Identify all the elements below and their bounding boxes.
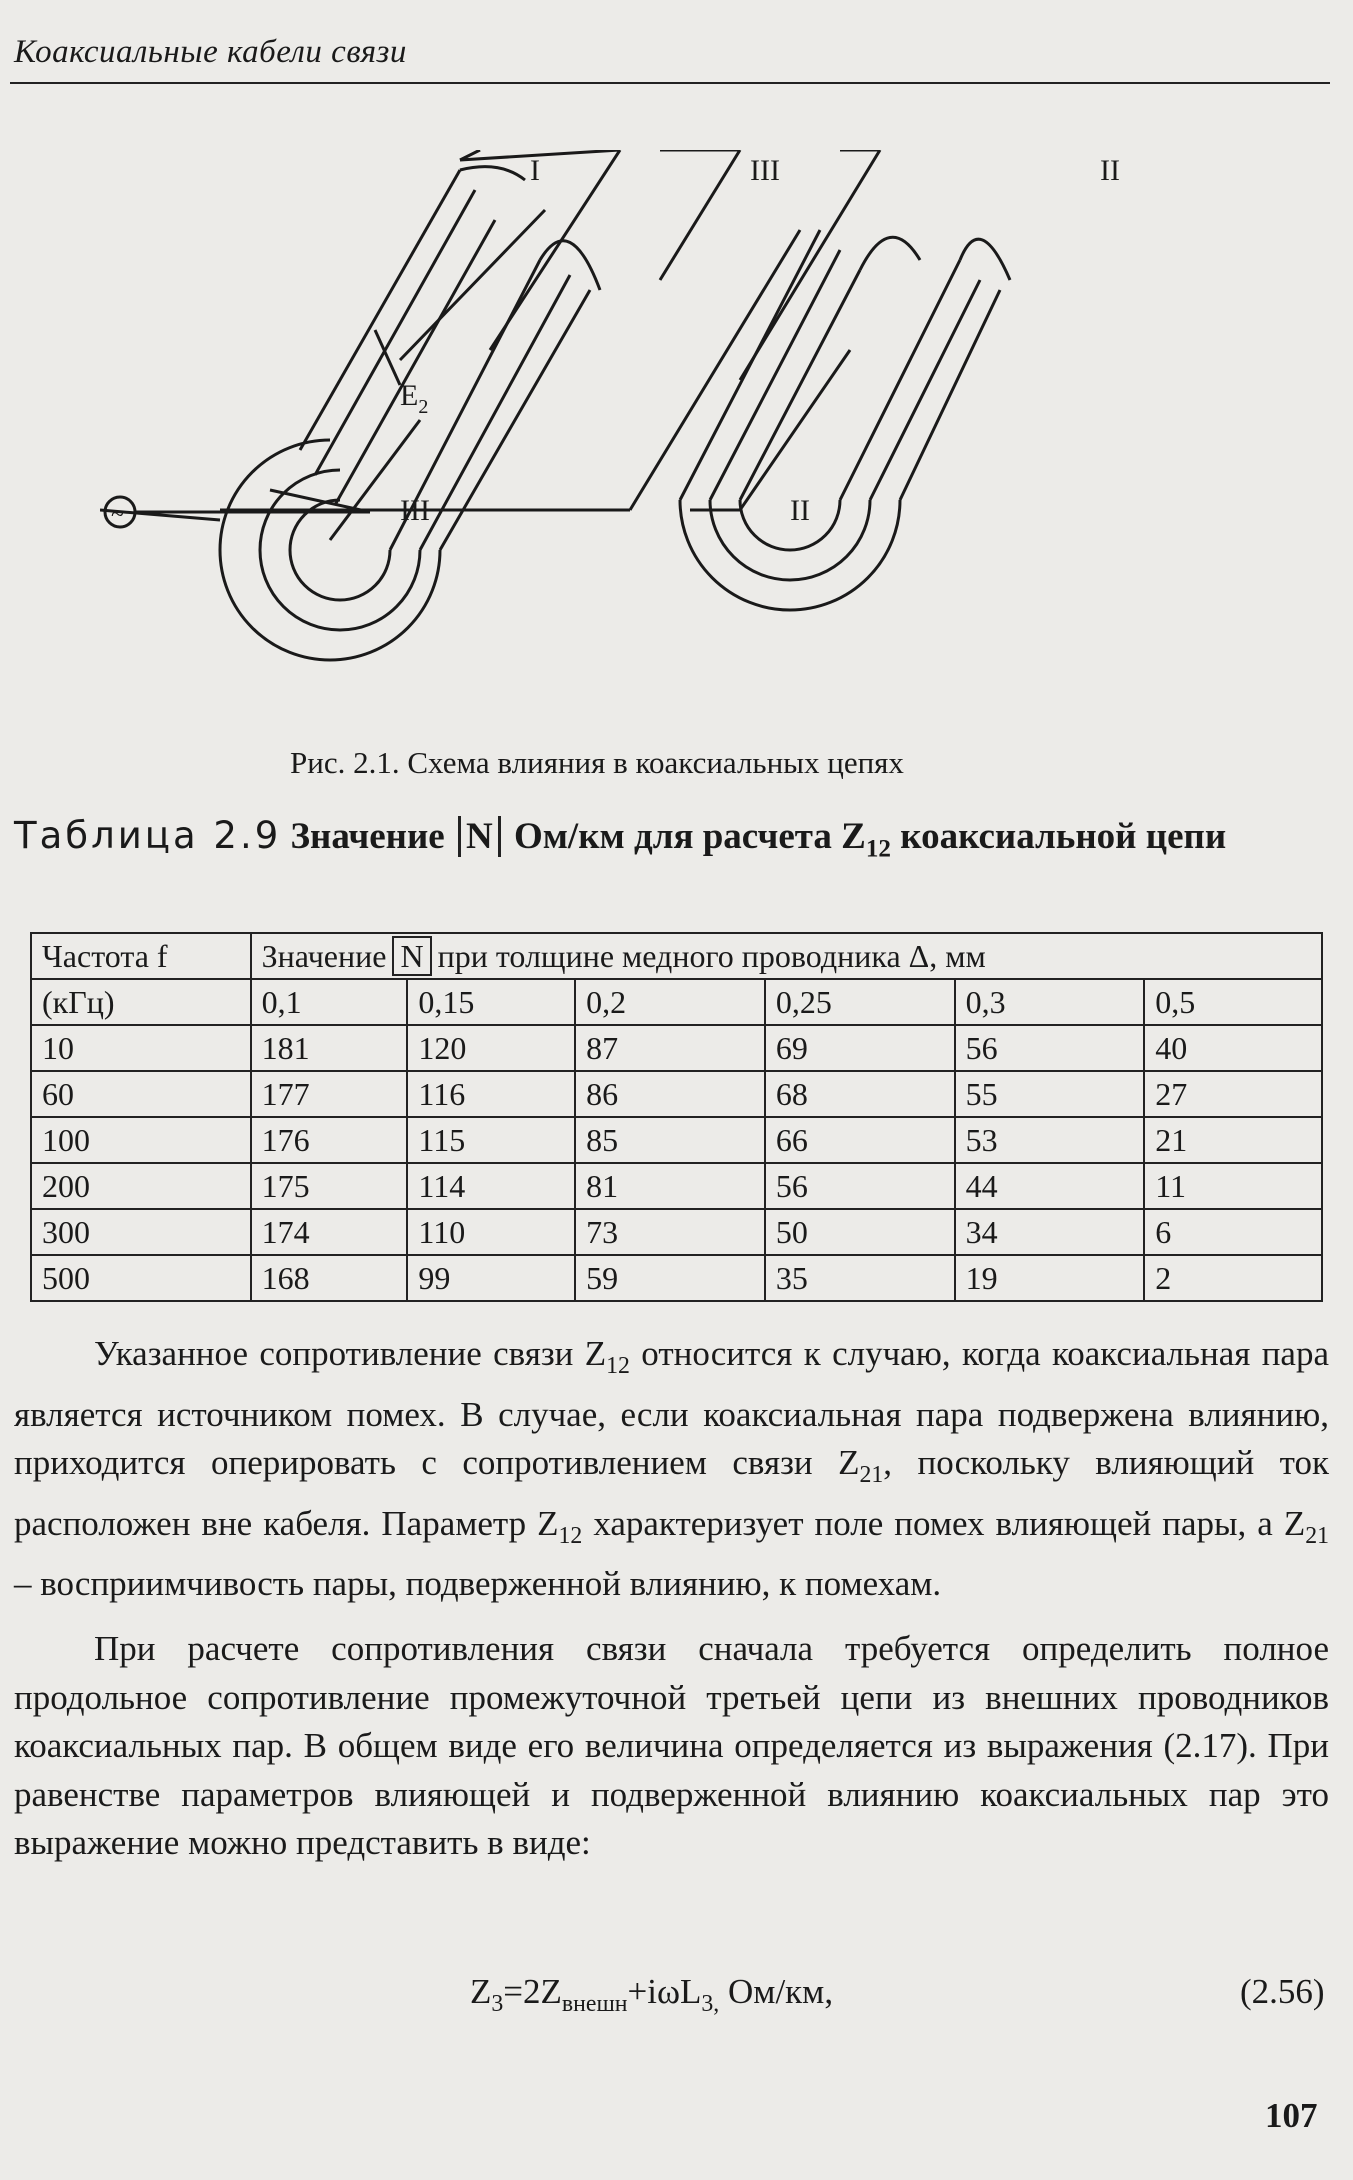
formula-part: =2Z (503, 1972, 562, 2011)
table-cell: 87 (575, 1025, 765, 1071)
header-span-a: Значение (261, 937, 387, 974)
table-cell: 44 (955, 1163, 1145, 1209)
formula-part: Ом/км, (719, 1972, 834, 2011)
table-cell: 114 (407, 1163, 575, 1209)
table-cell: 10 (31, 1025, 251, 1071)
table-cell: 0,15 (407, 979, 575, 1025)
paragraph-1 (14, 1330, 1329, 1609)
table-cell: 110 (407, 1209, 575, 1255)
table-cell: 11 (1144, 1163, 1322, 1209)
label-II-bottom: II (790, 494, 810, 527)
table-cell: 500 (31, 1255, 251, 1301)
page-number: 107 (1265, 2096, 1318, 2135)
table-cell: 0,1 (251, 979, 408, 1025)
table-cell: 73 (575, 1209, 765, 1255)
table-cell: 0,5 (1144, 979, 1322, 1025)
table-label: Таблица 2.9 (14, 814, 282, 857)
running-head: Коаксиальные кабели связи (14, 34, 407, 70)
paragraph-2: При расчете сопротивления связи сначала требуется определить полное продольное сопротивление промежуточной третьей цепи из внешних проводников коаксиальных пар. В общем виде его величина определяется из выражения (2.17). При равенстве параметров влияющей и подверженной влиянию коаксиальных пар это выражение можно представить в виде: (14, 1629, 1329, 1862)
table-cell: 21 (1144, 1117, 1322, 1163)
coaxial-influence-figure (100, 150, 1280, 750)
table-row (31, 1117, 1322, 1163)
table-row (31, 1209, 1322, 1255)
paragraph-1-text: относится к случаю, когда коаксиальная пара является источником помех. В случае, если коаксиальная пара подвержена влиянию, приходится оперировать с сопротивлением связи Z (14, 1334, 1329, 1482)
label-E2: $E_2$ (400, 379, 429, 418)
table-cell: 35 (765, 1255, 955, 1301)
table-title-text-c: коаксиальной цепи (900, 816, 1227, 857)
subscript: 3 (491, 1991, 504, 2017)
table-row (31, 1025, 1322, 1071)
coax-pair-left (220, 167, 600, 660)
table-cell: 53 (955, 1117, 1145, 1163)
table-cell: 66 (765, 1117, 955, 1163)
generator-symbol: ~ (111, 502, 124, 528)
table-cell: (кГц) (31, 979, 251, 1025)
table-title-text-b: Ом/км для расчета Z (513, 816, 866, 857)
formula-number: (2.56) (1240, 1972, 1325, 2011)
data-table (30, 932, 1323, 1302)
table-cell: 115 (407, 1117, 575, 1163)
table-cell: 56 (955, 1025, 1145, 1071)
table-cell: 181 (251, 1025, 408, 1071)
table-cell: 68 (765, 1071, 955, 1117)
table-cell: 60 (31, 1071, 251, 1117)
table-cell: 6 (1144, 1209, 1322, 1255)
table-row (31, 1163, 1322, 1209)
subscript: 21 (1305, 1522, 1329, 1549)
table-cell: 59 (575, 1255, 765, 1301)
table-cell: 300 (31, 1209, 251, 1255)
table-cell: 0,3 (955, 979, 1145, 1025)
paragraph-1-text: , поскольку влияющий ток расположен вне кабеля. Параметр Z (14, 1443, 1329, 1543)
table-cell: 55 (955, 1071, 1145, 1117)
paragraph-1-text: – восприимчивость пары, подверженной влиянию, к помехам. (14, 1564, 942, 1603)
table-title (14, 812, 1334, 873)
table-subheader-row (31, 979, 1322, 1025)
label-I: I (530, 154, 540, 187)
paragraph-1-text: Указанное сопротивление связи Z (94, 1334, 607, 1373)
label-II-top: II (1100, 154, 1120, 187)
table-cell: 27 (1144, 1071, 1322, 1117)
header-span-b: при толщине медного проводника Δ, мм (437, 937, 986, 974)
table-cell: 0,25 (765, 979, 955, 1025)
figure-caption: Рис. 2.1. Схема влияния в коаксиальных цепях (290, 745, 904, 780)
header-thickness-span (251, 933, 1322, 979)
table-cell: 34 (955, 1209, 1145, 1255)
table-cell: 2 (1144, 1255, 1322, 1301)
table-cell: 86 (575, 1071, 765, 1117)
table-cell: 174 (251, 1209, 408, 1255)
figure-drawing (100, 150, 1280, 750)
header-frequency: Частота f (31, 933, 251, 979)
table-cell: 177 (251, 1071, 408, 1117)
subscript: 3, (701, 1991, 720, 2017)
table-row (31, 1071, 1322, 1117)
table-cell: 85 (575, 1117, 765, 1163)
subscript: внешн (561, 1991, 628, 2017)
table-cell: 69 (765, 1025, 955, 1071)
table-cell: 19 (955, 1255, 1145, 1301)
formula-2-56 (470, 1972, 833, 2018)
formula-part: +iωL (627, 1972, 702, 2011)
abs-n-symbol: N (458, 816, 501, 857)
table-cell: 56 (765, 1163, 955, 1209)
table-cell: 81 (575, 1163, 765, 1209)
label-III-top: III (750, 154, 780, 187)
subscript: 12 (558, 1522, 583, 1549)
table-cell: 168 (251, 1255, 408, 1301)
table-header-row (31, 933, 1322, 979)
header-span-n: N (392, 936, 431, 976)
table-cell: 50 (765, 1209, 955, 1255)
label-III-bottom: III (400, 494, 430, 527)
table-cell: 200 (31, 1163, 251, 1209)
header-rule (10, 82, 1330, 84)
subscript: 12 (606, 1353, 630, 1379)
table-cell: 176 (251, 1117, 408, 1163)
table-cell: 175 (251, 1163, 408, 1209)
paragraph-1-text: характеризует поле помех влияющей пары, а Z (582, 1503, 1306, 1543)
table-cell: 100 (31, 1117, 251, 1163)
table-cell: 0,2 (575, 979, 765, 1025)
subscript: 21 (859, 1462, 884, 1488)
table-cell: 99 (407, 1255, 575, 1301)
table-row (31, 1255, 1322, 1301)
table-cell: 40 (1144, 1025, 1322, 1071)
table-title-text-a: Значение (290, 816, 445, 857)
table-title-sub: 12 (865, 835, 891, 863)
table-cell: 116 (407, 1071, 575, 1117)
coax-pair-right (680, 230, 1010, 610)
formula-part: Z (470, 1972, 492, 2011)
table-cell: 120 (407, 1025, 575, 1071)
